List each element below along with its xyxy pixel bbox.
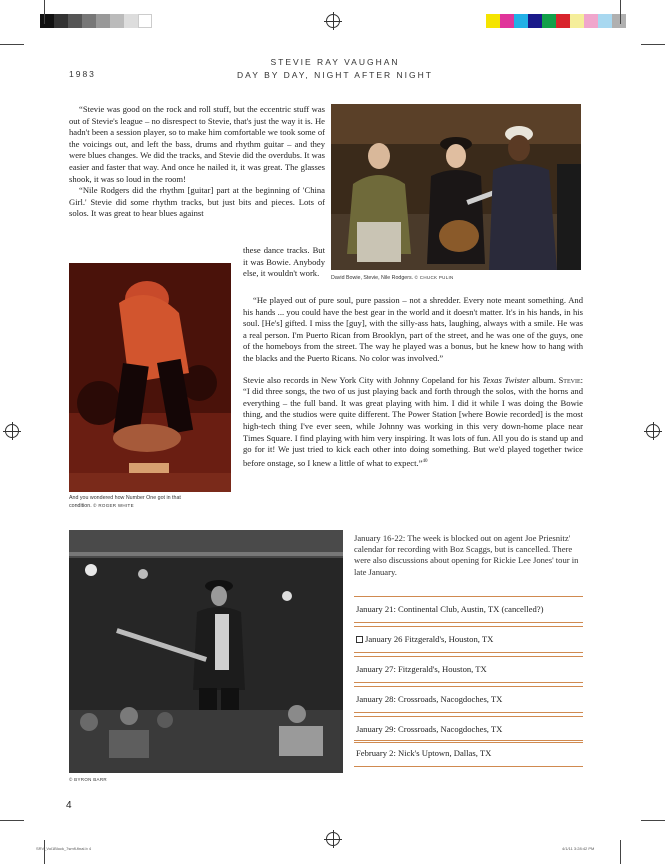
paragraph-copeland xyxy=(243,375,583,470)
header-title-line2: DAY BY DAY, NIGHT AFTER NIGHT xyxy=(237,70,433,80)
crop-mark xyxy=(44,0,45,24)
photo-live-club xyxy=(69,530,343,773)
speaker-label: Stevie xyxy=(558,374,581,385)
registration-mark-left xyxy=(5,424,19,438)
paragraph-rodgers-quote: “Nile Rodgers did the rhythm [guitar] part at the beginning of 'China Girl.' Stevie did some rhythm tracks, but just bits and pieces. Lots of solos. It was great to hear blues against xyxy=(69,185,325,219)
crop-mark xyxy=(0,820,24,821)
caption-top-right xyxy=(331,274,454,282)
copeland-mid: album. xyxy=(529,374,559,385)
slug-right: 4/1/11 3:28:42 PM xyxy=(562,846,595,851)
credit-top-right: © CHUCK PULIN xyxy=(414,275,454,280)
crop-mark xyxy=(44,840,45,864)
calendar-entry-text: January 26 Fitzgerald's, Houston, TX xyxy=(365,634,494,644)
photo-bowie-stevie-rodgers-image xyxy=(331,104,581,270)
caption-left-line2: condition. xyxy=(69,503,92,509)
calendar-entry: January 27: Fitzgerald's, Houston, TX xyxy=(354,656,583,680)
slug-left: SRV_Vol1Block_7smfl-final.b 4 xyxy=(36,846,92,851)
crop-mark xyxy=(620,0,621,24)
copeland-intro: Stevie also records in New York City with Johnny Copeland for his xyxy=(243,374,483,385)
caption-top-right-text: David Bowie, Stevie, Nile Rodgers. xyxy=(331,275,414,281)
calendar-entry xyxy=(354,626,583,650)
credit-bottom: © BYRON BARR xyxy=(69,777,107,782)
caption-left-line1: And you wondered how Number One got in that xyxy=(69,495,181,501)
album-title: Texas Twister xyxy=(482,374,530,385)
body-column-narrow xyxy=(243,245,325,280)
calendar-entry: January 21: Continental Club, Austin, TX (cancelled?) xyxy=(354,596,583,620)
calendar-entry: January 29: Crossroads, Nacogdoches, TX xyxy=(354,716,583,740)
photo-stevie-onstage-image xyxy=(69,263,231,492)
caption-left xyxy=(69,495,239,510)
crop-mark xyxy=(620,840,621,864)
credit-left: © ROGER WHITE xyxy=(93,503,134,508)
copeland-quote: : “I did three songs, the two of us just playing back and forth through the solos, with the horns and everything – the full band. It was great playing with him. I did it while I was doing the Bowie thing, and the studios were quite different. The Power Station [where Bowie recorded] is the most high-tech thing I've ever seen, while Johnny was working in this very down-home place near Times Square. I find playing with him very inspiring. It was lots of fun. All you do is stand up and go for it! We just tried to kick each other into doing something. But we'd played together twice before onstage, so I knew a little of what to expect.” xyxy=(243,374,584,468)
photo-stevie-onstage xyxy=(69,263,231,492)
paragraph-visconti-quote: “Stevie was good on the rock and roll stuff, but the eccentric stuff was out of Stevie's league – no disrespect to Stevie, that's just the way it is. He hadn't been a session player, so to make him comfortable we took some of the voicings out, and left the bass, drums and rhythm guitar – and they were blues changes. We did the tracks, and Stevie did the overdubs. It was easier and faster that way. And once he nailed it, it was great. The glasses shook, it was so loud in the room! xyxy=(69,104,325,184)
caption-bottom xyxy=(69,776,107,784)
header-year: 1983 xyxy=(69,69,96,79)
registration-mark-bottom xyxy=(326,832,340,846)
paragraph-passion-quote: “He played out of pure soul, pure passion – not a shredder. Every note meant something. And his hands ... you could have the best gear in the world and it doesn't matter. It's in his hands, in his soul. [He's] gifted. I miss the [guy], with the silly-ass hats, laughing, always with a smile. He was a real person. I'm Puerto Rican from Brooklyn, part of the street, and he was one of the guys, one of the homeboys from the street. The way he played was a bonus, but he knew how to hang with the blacks and the Puerto Ricans. No color was involved.” xyxy=(243,295,583,363)
registration-mark-top xyxy=(326,14,340,28)
crop-mark xyxy=(641,44,665,45)
body-column-top xyxy=(69,104,325,220)
calendar-intro: January 16-22: The week is blocked out on agent Joe Priesnitz' calendar for recording with Boz Scaggs, but is cancelled. There were also discussions about opening for Rickie Lee Jones' tour in late January. xyxy=(354,533,579,577)
calendar-entry: February 2: Nick's Uptown, Dallas, TX xyxy=(354,740,583,764)
crop-mark xyxy=(0,44,24,45)
body-column-right xyxy=(243,295,583,469)
grayscale-bar xyxy=(40,14,152,28)
ticket-icon xyxy=(356,636,363,643)
calendar-entry: January 28: Crossroads, Nacogdoches, TX xyxy=(354,686,583,710)
photo-live-club-image xyxy=(69,530,343,773)
registration-mark-right xyxy=(646,424,660,438)
page-number: 4 xyxy=(66,800,72,811)
footnote-ref: 40 xyxy=(422,458,428,464)
paragraph-rodgers-cont: these dance tracks. But it was Bowie. Anybody else, it wouldn't work. xyxy=(243,245,325,279)
header-title-line1: STEVIE RAY VAUGHAN xyxy=(270,57,400,67)
crop-mark xyxy=(641,820,665,821)
color-bar xyxy=(486,14,626,28)
photo-bowie-stevie-rodgers xyxy=(331,104,581,270)
header-title xyxy=(180,56,490,82)
